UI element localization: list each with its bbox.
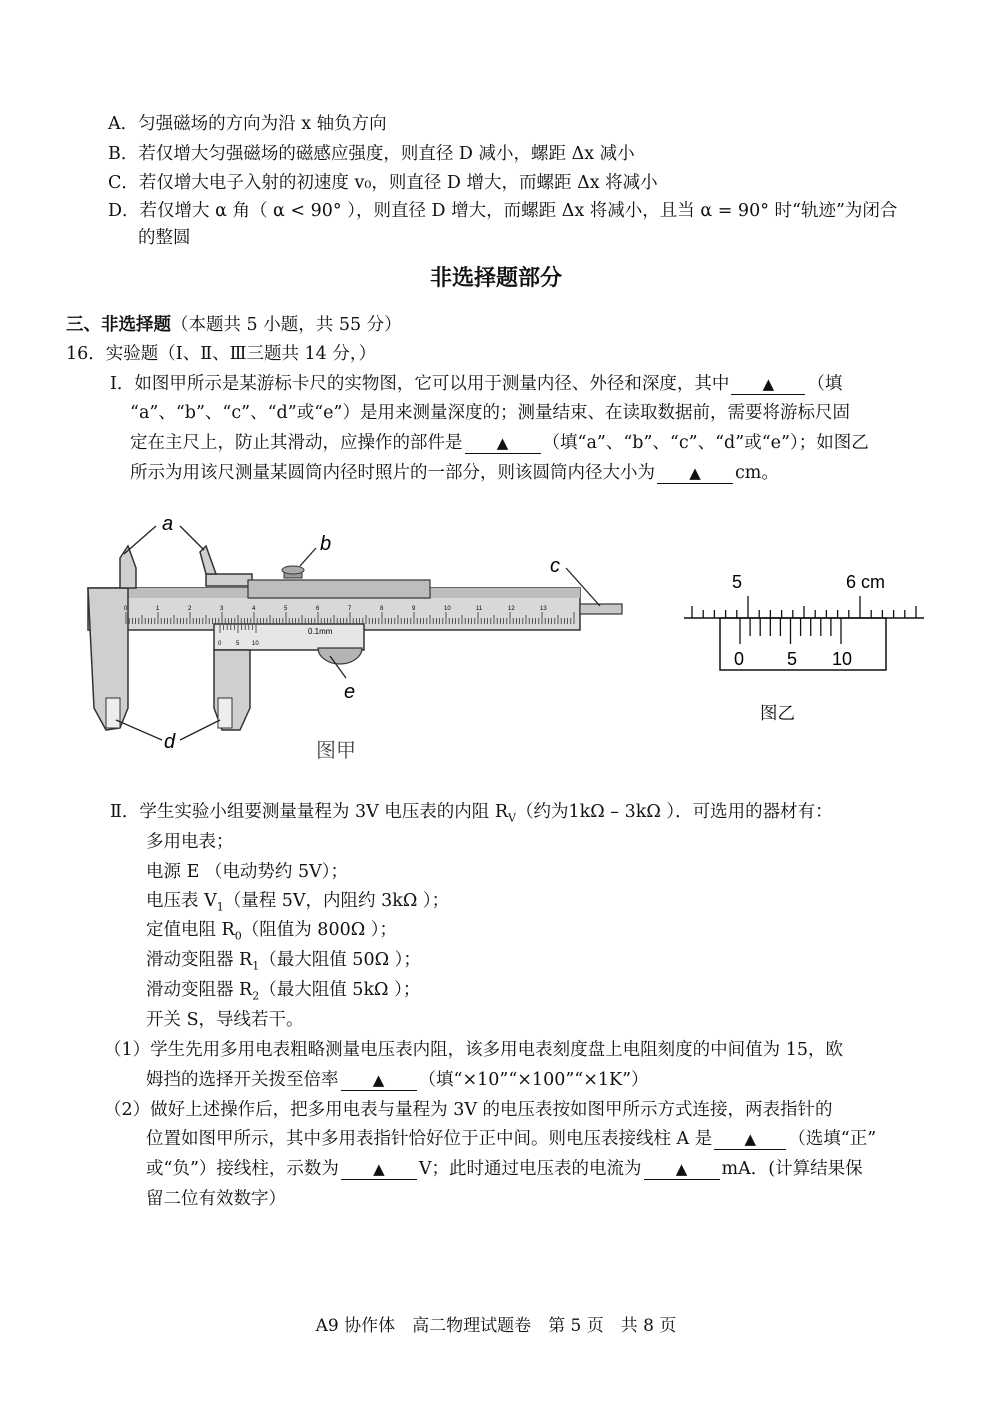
equipment-resistor: 定值电阻 $R_0$（阻值为 800Ω ）； (146, 920, 398, 943)
label-b: b (320, 533, 332, 555)
main-scale-label: 4 (252, 606, 256, 612)
part3-heading: 三、非选择题（本题共 5 小题，共 55 分） (66, 315, 402, 335)
answer-blank[interactable]: ▲ (465, 433, 541, 454)
answer-blank[interactable]: ▲ (341, 1070, 417, 1091)
option-d: D．若仅增大 α 角（ α < 90° ），则直径 D 增大，而螺距 Δx 将减小，且当 α = 90° 时“轨迹”为闭合 (108, 201, 898, 221)
main-scale-label: 3 (220, 606, 224, 612)
main-scale-label: 8 (380, 606, 384, 612)
vernier-reading-figure (680, 566, 930, 686)
equipment-multimeter: 多用电表； (146, 832, 234, 852)
part1-line3: 定在主尺上，防止其滑动，应操作的部件是 ▲ （填“a”、“b”、“c”、“d”或“e”）；如图乙 (130, 433, 869, 453)
q2-line4: 留二位有效数字） (146, 1189, 286, 1209)
answer-blank[interactable]: ▲ (731, 374, 805, 395)
movable-jaw-upper (200, 546, 216, 574)
part1-line4: 所示为用该尺测量某圆筒内径时照片的一部分，则该圆筒内径大小为 ▲ cm。 (130, 463, 779, 483)
fig2-caption: 图乙 (760, 704, 795, 724)
depth-rod (580, 604, 622, 614)
equipment-rheostat-2: 滑动变阻器 $R_2$（最大阻值 5kΩ ）； (146, 980, 421, 1003)
thumb-wheel (318, 648, 362, 664)
main-scale-label: 2 (188, 606, 192, 612)
vernier-scale-label: 5 (236, 641, 240, 647)
equipment-rheostat-1: 滑动变阻器 $R_1$（最大阻值 50Ω ）； (146, 950, 421, 973)
option-d-cont: 的整圆 (138, 228, 191, 248)
vernier-window (720, 618, 886, 670)
fixed-jaw-upper (120, 546, 136, 588)
label-e: e (344, 681, 356, 703)
section-title: 非选择题部分 (429, 265, 562, 291)
part1-line1: Ⅰ．如图甲所示是某游标卡尺的实物图，它可以用于测量内径、外径和深度，其中 ▲ （填 (110, 374, 843, 394)
caliper-figure (80, 508, 640, 768)
q2-line1: （2）做好上述操作后，把多用电表与量程为 3V 的电压表按如图甲所示方式连接，两表指针的 (104, 1100, 833, 1120)
answer-blank[interactable]: ▲ (714, 1129, 786, 1150)
page-footer: A9 协作体 高二物理试题卷 第 5 页 共 8 页 (315, 1316, 677, 1336)
fig2-main-label-5: 5 (732, 572, 743, 592)
option-c: C．若仅增大电子入射的初速度 v₀，则直径 D 增大，而螺距 Δx 将减小 (108, 173, 658, 193)
fig1-caption: 图甲 (316, 738, 356, 762)
q1-line2: 姆挡的选择开关拨至倍率 ▲ （填“×10”“×100”“×1K”） (146, 1070, 649, 1090)
equipment-switch: 开关 S，导线若干。 (146, 1010, 304, 1030)
q2-line2: 位置如图甲所示，其中多用表指针恰好位于正中间。则电压表接线柱 A 是 ▲ （选填“正” (146, 1129, 877, 1149)
main-scale-label: 13 (540, 606, 547, 612)
label-c: c (550, 555, 560, 577)
locking-screw (282, 566, 304, 574)
fig2-vernier-label-5: 5 (787, 649, 798, 669)
unit-mark: 0.1mm (308, 627, 333, 636)
main-scale-label: 7 (348, 606, 352, 612)
option-b: B．若仅增大匀强磁场的磁感应强度，则直径 D 减小，螺距 Δx 减小 (108, 144, 635, 164)
part2-line1: Ⅱ．学生实验小组要测量量程为 3V 电压表的内阻 $R_V$（约为1kΩ – 3kΩ ）．可选用的器材有： (110, 802, 833, 825)
main-scale-label: 1 (156, 606, 160, 612)
answer-blank[interactable]: ▲ (657, 463, 733, 484)
label-d: d (164, 731, 176, 753)
part1-line2: “a”、“b”、“c”、“d”或“e”）是用来测量深度的；测量结束、在读取数据前，需要将游标尺固 (130, 403, 850, 423)
q16-heading: 16．实验题（Ⅰ、Ⅱ、Ⅲ三题共 14 分，） (66, 344, 377, 364)
main-scale-label: 10 (444, 606, 451, 612)
main-scale-label: 9 (412, 606, 416, 612)
q2-line3: 或“负”）接线柱，示数为 ▲ V；此时通过电压表的电流为 ▲ mA．(计算结果保 (146, 1159, 863, 1179)
fig2-vernier-label-10: 10 (832, 649, 853, 669)
main-scale-label: 6 (316, 606, 320, 612)
label-a: a (162, 513, 174, 535)
equipment-voltmeter: 电压表 $V_1$（量程 5V，内阻约 3kΩ ）； (146, 891, 450, 914)
main-scale-label: 11 (476, 606, 483, 612)
main-scale-label: 5 (284, 606, 288, 612)
fig2-main-label-6: 6 cm (846, 572, 886, 592)
vernier-scale-label: 10 (252, 641, 259, 647)
fig2-vernier-label-0: 0 (734, 649, 745, 669)
option-a: A．匀强磁场的方向为沿 x 轴负方向 (108, 114, 387, 134)
main-scale-label: 0 (124, 606, 128, 612)
answer-blank[interactable]: ▲ (644, 1159, 720, 1180)
main-scale-label: 12 (508, 606, 515, 612)
answer-blank[interactable]: ▲ (341, 1159, 417, 1180)
equipment-source: 电源 E （电动势约 5V）； (146, 862, 348, 882)
vernier-scale-label: 0 (218, 641, 222, 647)
q1-line1: （1）学生先用多用电表粗略测量电压表内阻，该多用电表刻度盘上电阻刻度的中间值为 15，欧 (104, 1040, 843, 1060)
